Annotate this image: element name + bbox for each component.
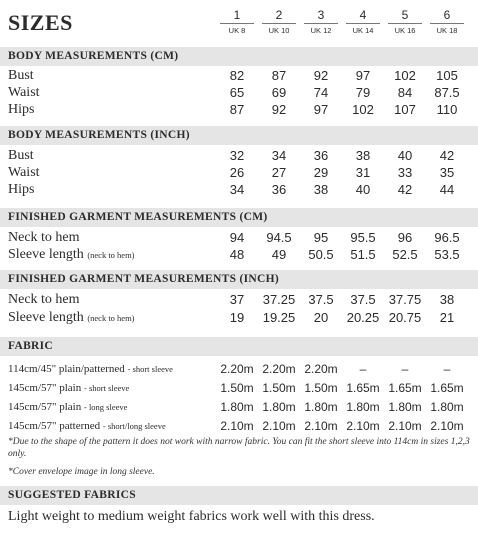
table-cell: 92 [313,68,329,83]
size-uk-label: UK 16 [394,26,416,35]
table-cell: 110 [436,102,458,117]
divider [262,23,296,24]
table-cell: – [401,362,409,376]
table-cell: 20.75 [388,310,422,325]
size-number: 6 [443,8,451,22]
row-label-text: Sleeve length [8,247,84,262]
table-cell: 102 [394,68,416,83]
row-label-text: 145cm/57" patterned [8,420,101,432]
size-uk-label: UK 8 [228,26,246,35]
table-cell: 1.50m [304,381,338,395]
section-header-garment-cm [0,208,478,227]
size-number: 1 [233,8,241,22]
table-cell: 2.20m [262,362,296,376]
table-cell: 1.80m [430,400,464,414]
table-cell: 2.10m [304,419,338,433]
size-number: 5 [401,8,409,22]
table-cell: 37.5 [308,292,334,307]
row-label-note: (neck to hem) [87,250,135,260]
table-cell: 84 [397,85,413,100]
table-cell: 21 [439,310,455,325]
table-cell: 2.20m [304,362,338,376]
row-label: Waist [8,165,40,180]
table-cell: 95.5 [350,230,376,245]
table-cell: 94.5 [266,230,292,245]
table-cell: 37 [229,292,245,307]
divider [304,23,338,24]
section-header-body-inch [0,126,478,145]
table-cell: 40 [397,148,413,163]
row-label-text: 114cm/45" plain/patterned [8,363,125,375]
divider [220,23,254,24]
table-cell: 87 [271,68,287,83]
table-cell: 2.20m [220,362,254,376]
divider [430,23,464,24]
table-cell: 49 [271,247,287,262]
table-cell: 31 [355,165,371,180]
table-cell: 1.80m [346,400,380,414]
row-label-text: Neck to hem [8,292,80,307]
section-title: BODY MEASUREMENTS (CM) [8,50,179,62]
row-label-note: (neck to hem) [87,313,135,323]
size-number: 4 [359,8,367,22]
table-cell: 20 [313,310,329,325]
table-cell: 2.10m [430,419,464,433]
table-row [0,147,478,164]
table-cell: 94 [229,230,245,245]
size-uk-label: UK 18 [436,26,458,35]
row-label: Hips [8,102,35,117]
table-cell: 2.10m [220,419,254,433]
row-label [8,246,135,264]
table-cell: 36 [313,148,329,163]
table-cell: 42 [397,182,413,197]
table-cell: 92 [271,102,287,117]
table-cell: 20.25 [346,310,380,325]
section-title: SUGGESTED FABRICS [8,489,136,501]
table-cell: 74 [313,85,329,100]
row-label-text: 145cm/57" plain [8,401,82,413]
table-cell: 1.80m [304,400,338,414]
table-cell: 19.25 [262,310,296,325]
size-col-3 [302,8,340,36]
table-row [0,291,478,308]
table-cell: 37.75 [388,292,422,307]
table-cell: 35 [439,165,455,180]
table-cell: 38 [355,148,371,163]
row-label [8,309,135,327]
section-title: FINISHED GARMENT MEASUREMENTS (CM) [8,211,268,223]
table-row [0,229,478,246]
table-cell: 36 [271,182,287,197]
size-uk-label: UK 12 [310,26,332,35]
row-label-note: - short/long sleeve [102,421,166,431]
row-label-note: - short sleeve [83,383,130,393]
table-row [0,246,478,263]
table-cell: 38 [439,292,455,307]
section-title: FINISHED GARMENT MEASUREMENTS (INCH) [8,273,279,285]
size-number: 2 [275,8,283,22]
section-title: BODY MEASUREMENTS (INCH) [8,129,190,141]
row-label-text: 145cm/57" plain [8,382,82,394]
section-header-body-cm [0,47,478,66]
table-cell: 48 [229,247,245,262]
table-cell: 1.50m [262,381,296,395]
table-cell: 96 [397,230,413,245]
table-cell: 1.80m [220,400,254,414]
row-label-note: - long sleeve [83,402,128,412]
table-cell: 1.80m [388,400,422,414]
table-cell: 2.10m [262,419,296,433]
row-label [8,362,173,376]
size-col-5 [386,8,424,36]
table-cell: 1.65m [430,381,464,395]
row-label: Waist [8,85,40,100]
row-label-text: Sleeve length [8,310,84,325]
table-row [0,101,478,118]
row-label: Hips [8,182,35,197]
row-label [8,229,80,246]
table-cell: 40 [355,182,371,197]
table-row [0,360,478,378]
table-cell: 105 [436,68,458,83]
divider [388,23,422,24]
row-label: Bust [8,68,34,83]
table-row [0,379,478,397]
table-cell: 107 [394,102,416,117]
row-label [8,381,129,395]
table-cell: 51.5 [350,247,376,262]
row-label [8,291,80,308]
table-cell: 1.65m [346,381,380,395]
section-header-garment-inch [0,270,478,289]
table-cell: 26 [229,165,245,180]
table-cell: 32 [229,148,245,163]
table-cell: 69 [271,85,287,100]
table-cell: 29 [313,165,329,180]
size-col-6 [428,8,466,36]
table-cell: 65 [229,85,245,100]
row-label [8,419,166,433]
table-cell: 27 [271,165,287,180]
table-cell: 37.5 [350,292,376,307]
suggested-fabrics-text: Light weight to medium weight fabrics work well with this dress. [8,509,375,524]
table-cell: 2.10m [346,419,380,433]
size-col-1 [218,8,256,36]
table-cell: 53.5 [434,247,460,262]
size-number: 3 [317,8,325,22]
table-cell: 44 [439,182,455,197]
table-cell: – [443,362,451,376]
table-cell: 96.5 [434,230,460,245]
table-cell: 42 [439,148,455,163]
divider [346,23,380,24]
section-title: FABRIC [8,340,54,352]
table-row [0,84,478,101]
table-row [0,417,478,435]
table-cell: 87.5 [434,85,460,100]
table-cell: 33 [397,165,413,180]
table-row [0,164,478,181]
table-cell: 2.10m [388,419,422,433]
table-row [0,398,478,416]
table-row [0,67,478,84]
table-cell: 50.5 [308,247,334,262]
table-cell: – [359,362,367,376]
table-cell: 37.25 [262,292,296,307]
table-cell: 95 [313,230,329,245]
fabric-note: *Due to the shape of the pattern it does not work with narrow fabric. You can fit the short sleeve into 114cm in sizes 1,2,3 only. [8,437,470,459]
fabric-note: *Cover envelope image in long sleeve. [8,467,155,477]
table-cell: 82 [229,68,245,83]
table-cell: 1.80m [262,400,296,414]
row-label [8,400,127,414]
size-uk-label: UK 10 [268,26,290,35]
size-uk-label: UK 14 [352,26,374,35]
table-row [0,181,478,198]
table-cell: 97 [313,102,329,117]
table-cell: 34 [271,148,287,163]
table-cell: 1.65m [388,381,422,395]
section-header-suggested [0,486,478,505]
row-label-text: Neck to hem [8,230,80,245]
table-cell: 1.50m [220,381,254,395]
page-title: SIZES [8,10,73,35]
size-header [0,0,478,46]
table-cell: 79 [355,85,371,100]
table-cell: 87 [229,102,245,117]
table-cell: 38 [313,182,329,197]
table-cell: 102 [352,102,374,117]
row-label: Bust [8,148,34,163]
table-cell: 19 [229,310,245,325]
row-label-note: - short sleeve [127,364,173,374]
table-cell: 97 [355,68,371,83]
table-cell: 34 [229,182,245,197]
size-col-2 [260,8,298,36]
table-row [0,309,478,326]
size-col-4 [344,8,382,36]
table-cell: 52.5 [392,247,418,262]
section-header-fabric [0,337,478,356]
